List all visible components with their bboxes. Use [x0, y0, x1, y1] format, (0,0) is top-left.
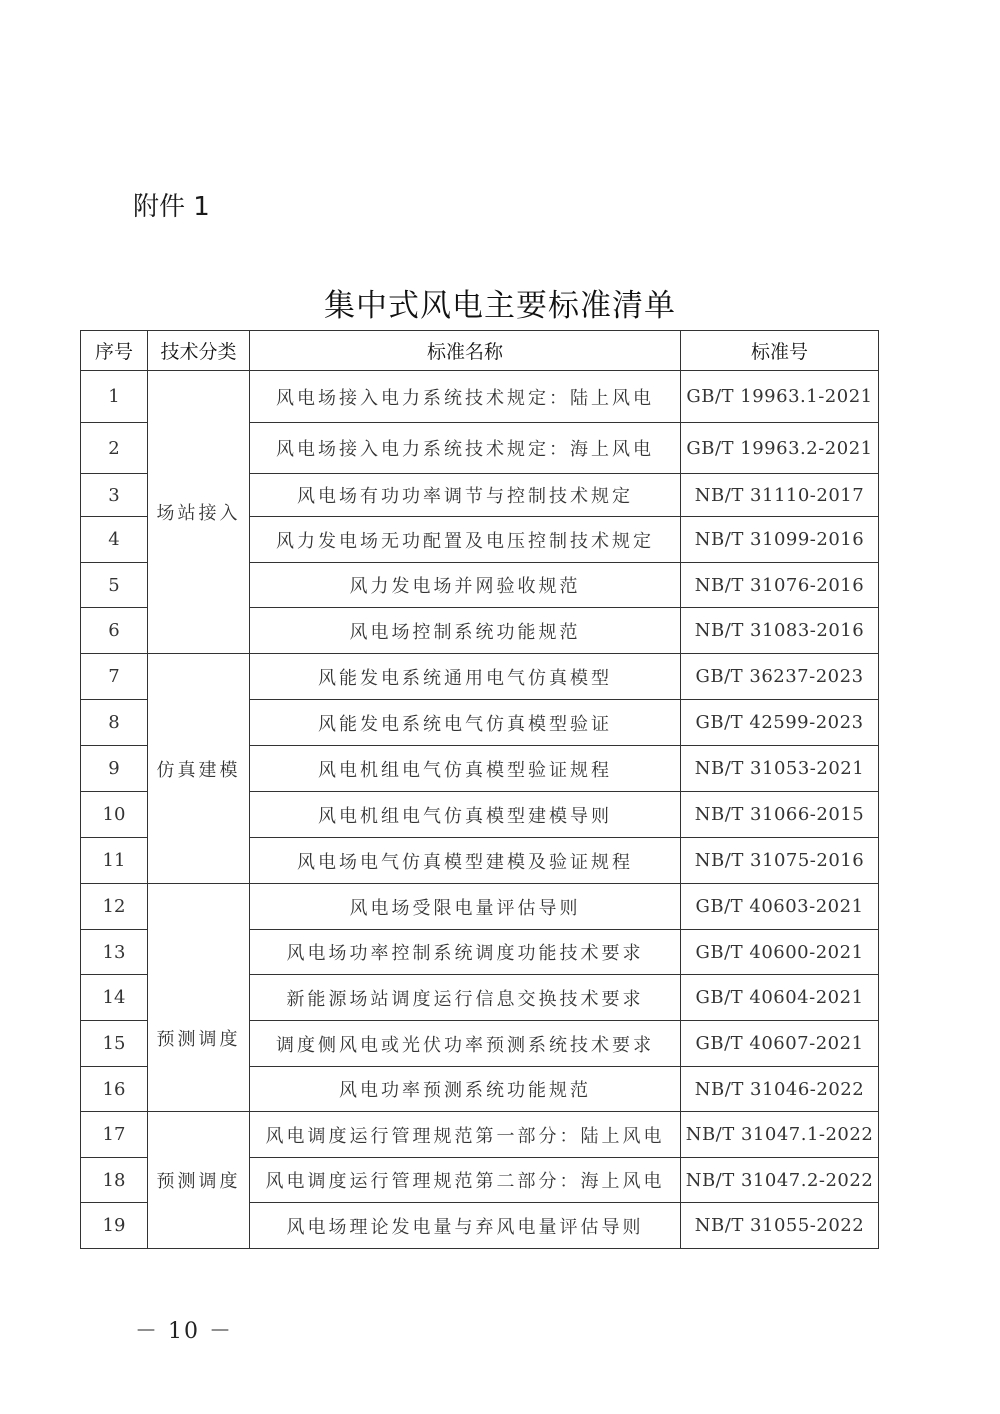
category-label: 仿真建模 — [156, 759, 241, 781]
row-index: 1 — [81, 371, 148, 423]
category-label: 场站接入 — [156, 503, 241, 524]
standard-name: 调度侧风电或光伏功率预测系统技术要求 — [250, 1021, 681, 1067]
standard-code: NB/T 31053-2021 — [681, 746, 879, 792]
table-header-row — [81, 331, 879, 371]
page-number: － 10 － — [135, 1319, 233, 1344]
row-index: 7 — [81, 654, 148, 700]
row-index: 19 — [81, 1203, 148, 1249]
standard-code: NB/T 31055-2022 — [681, 1203, 879, 1249]
row-index: 6 — [81, 608, 148, 654]
standard-code: NB/T 31110-2017 — [681, 474, 879, 517]
standard-name: 新能源场站调度运行信息交换技术要求 — [250, 975, 681, 1021]
category-cell — [148, 654, 250, 884]
standard-name: 风电场理论发电量与弃风电量评估导则 — [250, 1203, 681, 1249]
row-index: 4 — [81, 517, 148, 563]
row-index: 14 — [81, 975, 148, 1021]
standard-code: NB/T 31083-2016 — [681, 608, 879, 654]
standard-code: NB/T 31066-2015 — [681, 792, 879, 838]
standard-code: NB/T 31075-2016 — [681, 838, 879, 884]
header-category: 技术分类 — [148, 331, 250, 371]
row-index: 2 — [81, 423, 148, 474]
standard-name: 风电调度运行管理规范第一部分：陆上风电 — [250, 1112, 681, 1158]
standard-name: 风电机组电气仿真模型验证规程 — [250, 746, 681, 792]
standard-code: NB/T 31099-2016 — [681, 517, 879, 563]
standard-code: GB/T 40603-2021 — [681, 884, 879, 930]
row-index: 18 — [81, 1158, 148, 1203]
standard-name: 风能发电系统通用电气仿真模型 — [250, 654, 681, 700]
standard-code: NB/T 31076-2016 — [681, 563, 879, 608]
table-row — [81, 654, 879, 700]
standard-name: 风电场受限电量评估导则 — [250, 884, 681, 930]
row-index: 17 — [81, 1112, 148, 1158]
standards-table — [80, 330, 879, 1249]
standard-name: 风电场接入电力系统技术规定：海上风电 — [250, 423, 681, 474]
standard-code: GB/T 42599-2023 — [681, 700, 879, 746]
row-index: 12 — [81, 884, 148, 930]
table-row — [81, 884, 879, 930]
standard-name: 风电调度运行管理规范第二部分：海上风电 — [250, 1158, 681, 1203]
header-index: 序号 — [81, 331, 148, 371]
row-index: 11 — [81, 838, 148, 884]
standard-name: 风力发电场无功配置及电压控制技术规定 — [250, 517, 681, 563]
standard-name: 风电场控制系统功能规范 — [250, 608, 681, 654]
table-row — [81, 371, 879, 423]
category-cell — [148, 371, 250, 654]
row-index: 15 — [81, 1021, 148, 1067]
standard-code: GB/T 40607-2021 — [681, 1021, 879, 1067]
row-index: 13 — [81, 930, 148, 975]
category-label: 预测调度 — [156, 1171, 241, 1192]
row-index: 16 — [81, 1067, 148, 1112]
table-row — [81, 1112, 879, 1158]
row-index: 9 — [81, 746, 148, 792]
row-index: 5 — [81, 563, 148, 608]
attachment-label: 附件 1 — [133, 192, 210, 222]
header-name: 标准名称 — [250, 331, 681, 371]
standard-name: 风电场接入电力系统技术规定：陆上风电 — [250, 371, 681, 423]
standard-name: 风电场有功功率调节与控制技术规定 — [250, 474, 681, 517]
header-code: 标准号 — [681, 331, 879, 371]
category-cell — [148, 1112, 250, 1249]
row-index: 3 — [81, 474, 148, 517]
standard-code: NB/T 31047.1-2022 — [681, 1112, 879, 1158]
standard-code: NB/T 31047.2-2022 — [681, 1158, 879, 1203]
category-cell — [148, 884, 250, 1112]
standard-name: 风能发电系统电气仿真模型验证 — [250, 700, 681, 746]
row-index: 10 — [81, 792, 148, 838]
standard-name: 风电场电气仿真模型建模及验证规程 — [250, 838, 681, 884]
standard-code: GB/T 19963.1-2021 — [681, 371, 879, 423]
standard-name: 风电机组电气仿真模型建模导则 — [250, 792, 681, 838]
standard-name: 风力发电场并网验收规范 — [250, 563, 681, 608]
document-title: 集中式风电主要标准清单 — [324, 288, 676, 324]
standard-code: GB/T 19963.2-2021 — [681, 423, 879, 474]
category-label: 预测调度 — [156, 1028, 241, 1050]
standard-code: GB/T 40604-2021 — [681, 975, 879, 1021]
row-index: 8 — [81, 700, 148, 746]
standard-code: NB/T 31046-2022 — [681, 1067, 879, 1112]
standard-name: 风电场功率控制系统调度功能技术要求 — [250, 930, 681, 975]
standard-code: GB/T 36237-2023 — [681, 654, 879, 700]
standard-name: 风电功率预测系统功能规范 — [250, 1067, 681, 1112]
standard-code: GB/T 40600-2021 — [681, 930, 879, 975]
